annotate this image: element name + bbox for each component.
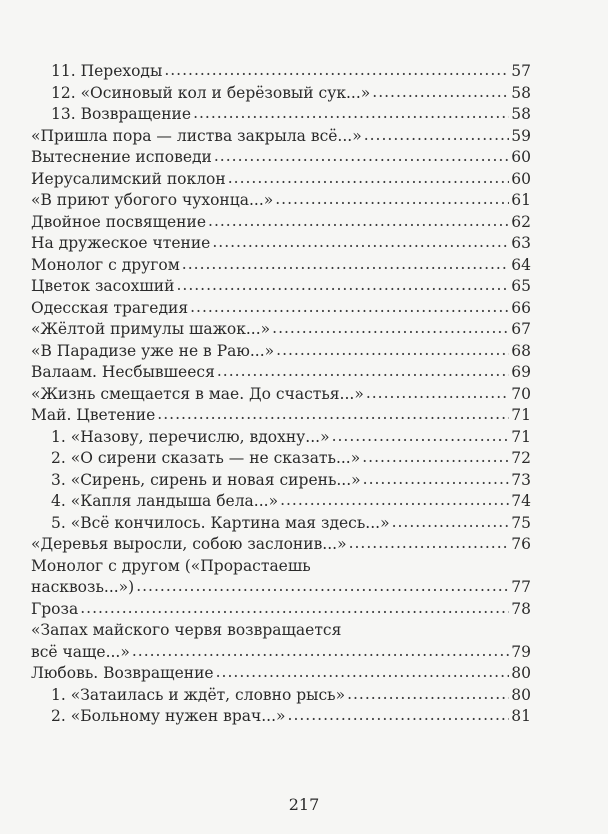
- toc-entry: [31, 599, 531, 621]
- toc-entry: [31, 534, 531, 556]
- dot-leader: [288, 705, 509, 727]
- dot-leader: [276, 340, 509, 362]
- dot-leader: [157, 404, 509, 426]
- toc-entry: [31, 298, 531, 320]
- toc-entry-page: 78: [511, 599, 531, 618]
- toc-entry: [31, 255, 531, 277]
- toc-entry-page: 80: [511, 664, 531, 682]
- dot-leader: [132, 641, 509, 663]
- toc-entry-title: 11. Переходы: [51, 62, 163, 80]
- dot-leader: [80, 598, 509, 620]
- toc-entry: [31, 577, 531, 599]
- toc-entry: [31, 126, 531, 148]
- toc-entry-page: 72: [511, 449, 531, 467]
- toc-entry-title: «Запах майского червя возвращается: [31, 621, 342, 639]
- dot-leader: [372, 82, 509, 104]
- toc-entry-page: 68: [511, 341, 531, 360]
- toc-entry-page: 62: [511, 212, 531, 231]
- toc-entry-title: Одесская трагедия: [31, 298, 189, 317]
- toc-entry-title: «Жёлтой примулы шажок...»: [31, 320, 271, 338]
- toc-entry: [31, 470, 531, 492]
- toc-entry-page: 61: [511, 191, 531, 209]
- toc-entry-title: 2. «О сирени сказать — не сказать...»: [51, 449, 361, 467]
- toc-entry-title: «Пришла пора — листва закрыла всё...»: [31, 126, 362, 145]
- toc-entry: [31, 642, 531, 664]
- dot-leader: [190, 297, 509, 319]
- toc-entry: [31, 706, 531, 728]
- toc-entry-title: 4. «Капля ландыша бела...»: [51, 492, 279, 510]
- toc-entry-page: 75: [511, 513, 531, 532]
- toc-entry-title: «Деревья выросли, собою заслонив...»: [31, 535, 347, 553]
- toc-entry: [31, 427, 531, 449]
- dot-leader: [164, 60, 509, 82]
- toc-entry-title: 1. «Назову, перечислю, вдохну...»: [51, 427, 330, 446]
- dot-leader: [212, 232, 509, 254]
- dot-leader: [280, 490, 509, 512]
- dot-leader: [332, 426, 509, 448]
- dot-leader: [366, 383, 509, 405]
- toc-entry-page: 80: [511, 685, 531, 704]
- toc-entry-title: Гроза: [31, 599, 79, 618]
- toc-entry-page: 71: [511, 406, 531, 424]
- dot-leader: [347, 684, 509, 706]
- dot-leader: [364, 125, 509, 147]
- toc-entry: [31, 405, 531, 427]
- toc-entry-title: Монолог с другом: [31, 255, 180, 274]
- toc-entry-title: 13. Возвращение: [51, 105, 192, 123]
- dot-leader: [216, 662, 509, 684]
- toc-entry-title: всё чаще...»: [31, 642, 130, 661]
- toc-entry-title: Май. Цветение: [31, 406, 156, 424]
- toc-entry-page: 70: [511, 384, 531, 403]
- toc-entry: [31, 190, 531, 212]
- dot-leader: [363, 469, 509, 491]
- toc-entry-page: 76: [511, 535, 531, 553]
- toc-entry-title: насквозь...»): [31, 578, 135, 596]
- toc-entry: [31, 61, 531, 83]
- toc-entry-title: 1. «Затаилась и ждёт, словно рысь»: [51, 685, 346, 704]
- toc-entry: [31, 341, 531, 363]
- toc-entry: [31, 556, 531, 578]
- toc-entry: [31, 147, 531, 169]
- toc-entry-title: 5. «Всё кончилось. Картина мая здесь...»: [51, 513, 390, 532]
- toc-entry: [31, 319, 531, 341]
- toc-entry-title: Двойное посвящение: [31, 212, 207, 231]
- page-number: 217: [288, 795, 320, 814]
- toc-entry-page: 58: [511, 105, 531, 123]
- dot-leader: [217, 361, 509, 383]
- toc-entry-title: Цветок засохший: [31, 277, 175, 295]
- toc-entry-title: «Жизнь смещается в мае. До счастья...»: [31, 384, 364, 403]
- toc-entry-page: 71: [511, 427, 531, 446]
- toc-entry-page: 66: [511, 298, 531, 317]
- dot-leader: [193, 103, 509, 125]
- toc-entry-page: 74: [511, 492, 531, 510]
- dot-leader: [275, 189, 509, 211]
- toc-entry-page: 81: [511, 707, 531, 725]
- toc-entry-title: «В приют убогого чухонца...»: [31, 191, 274, 209]
- dot-leader: [176, 275, 509, 297]
- toc-entry-page: 57: [511, 62, 531, 80]
- toc-entry-title: «В Парадизе уже не в Раю...»: [31, 341, 275, 360]
- dot-leader: [392, 512, 509, 534]
- toc-entry: [31, 384, 531, 406]
- toc-entry-title: Любовь. Возвращение: [31, 664, 214, 682]
- toc-entry: [31, 104, 531, 126]
- toc-entry-page: 79: [511, 642, 531, 661]
- dot-leader: [214, 146, 509, 168]
- toc-entry-page: 60: [511, 169, 531, 188]
- toc-entry-page: 65: [511, 277, 531, 295]
- toc-entry-page: 77: [511, 578, 531, 596]
- dot-leader: [349, 533, 509, 555]
- dot-leader: [362, 447, 509, 469]
- toc-entry: [31, 491, 531, 513]
- toc-entry-page: 58: [511, 83, 531, 102]
- toc-entry: [31, 276, 531, 298]
- toc-entry-page: 69: [511, 363, 531, 381]
- table-of-contents: [31, 61, 531, 728]
- toc-entry-title: 2. «Больному нужен врач...»: [51, 707, 286, 725]
- toc-entry-title: На дружеское чтение: [31, 234, 211, 252]
- toc-entry-title: 12. «Осиновый кол и берёзовый сук...»: [51, 83, 371, 102]
- toc-entry-title: Иерусалимский поклон: [31, 169, 226, 188]
- toc-entry: [31, 212, 531, 234]
- toc-entry-title: Вытеснение исповеди: [31, 148, 212, 166]
- toc-entry-page: 64: [511, 255, 531, 274]
- dot-leader: [272, 318, 509, 340]
- dot-leader: [182, 254, 509, 276]
- toc-entry-page: 63: [511, 234, 531, 252]
- toc-entry: [31, 663, 531, 685]
- toc-entry: [31, 83, 531, 105]
- toc-entry-title: Валаам. Несбывшееся: [31, 363, 215, 381]
- toc-entry-title: 3. «Сирень, сирень и новая сирень...»: [51, 470, 361, 489]
- toc-entry: [31, 362, 531, 384]
- toc-entry: [31, 620, 531, 642]
- toc-entry-title: Монолог с другом («Прорастаешь: [31, 556, 311, 575]
- toc-entry: [31, 513, 531, 535]
- dot-leader: [208, 211, 509, 233]
- toc-entry: [31, 448, 531, 470]
- dot-leader: [136, 576, 509, 598]
- toc-entry: [31, 169, 531, 191]
- dot-leader: [228, 168, 509, 190]
- toc-entry-page: 73: [511, 470, 531, 489]
- toc-entry: [31, 685, 531, 707]
- toc-entry-page: 59: [511, 126, 531, 145]
- toc-entry-page: 60: [511, 148, 531, 166]
- toc-entry-page: 67: [511, 320, 531, 338]
- toc-entry: [31, 233, 531, 255]
